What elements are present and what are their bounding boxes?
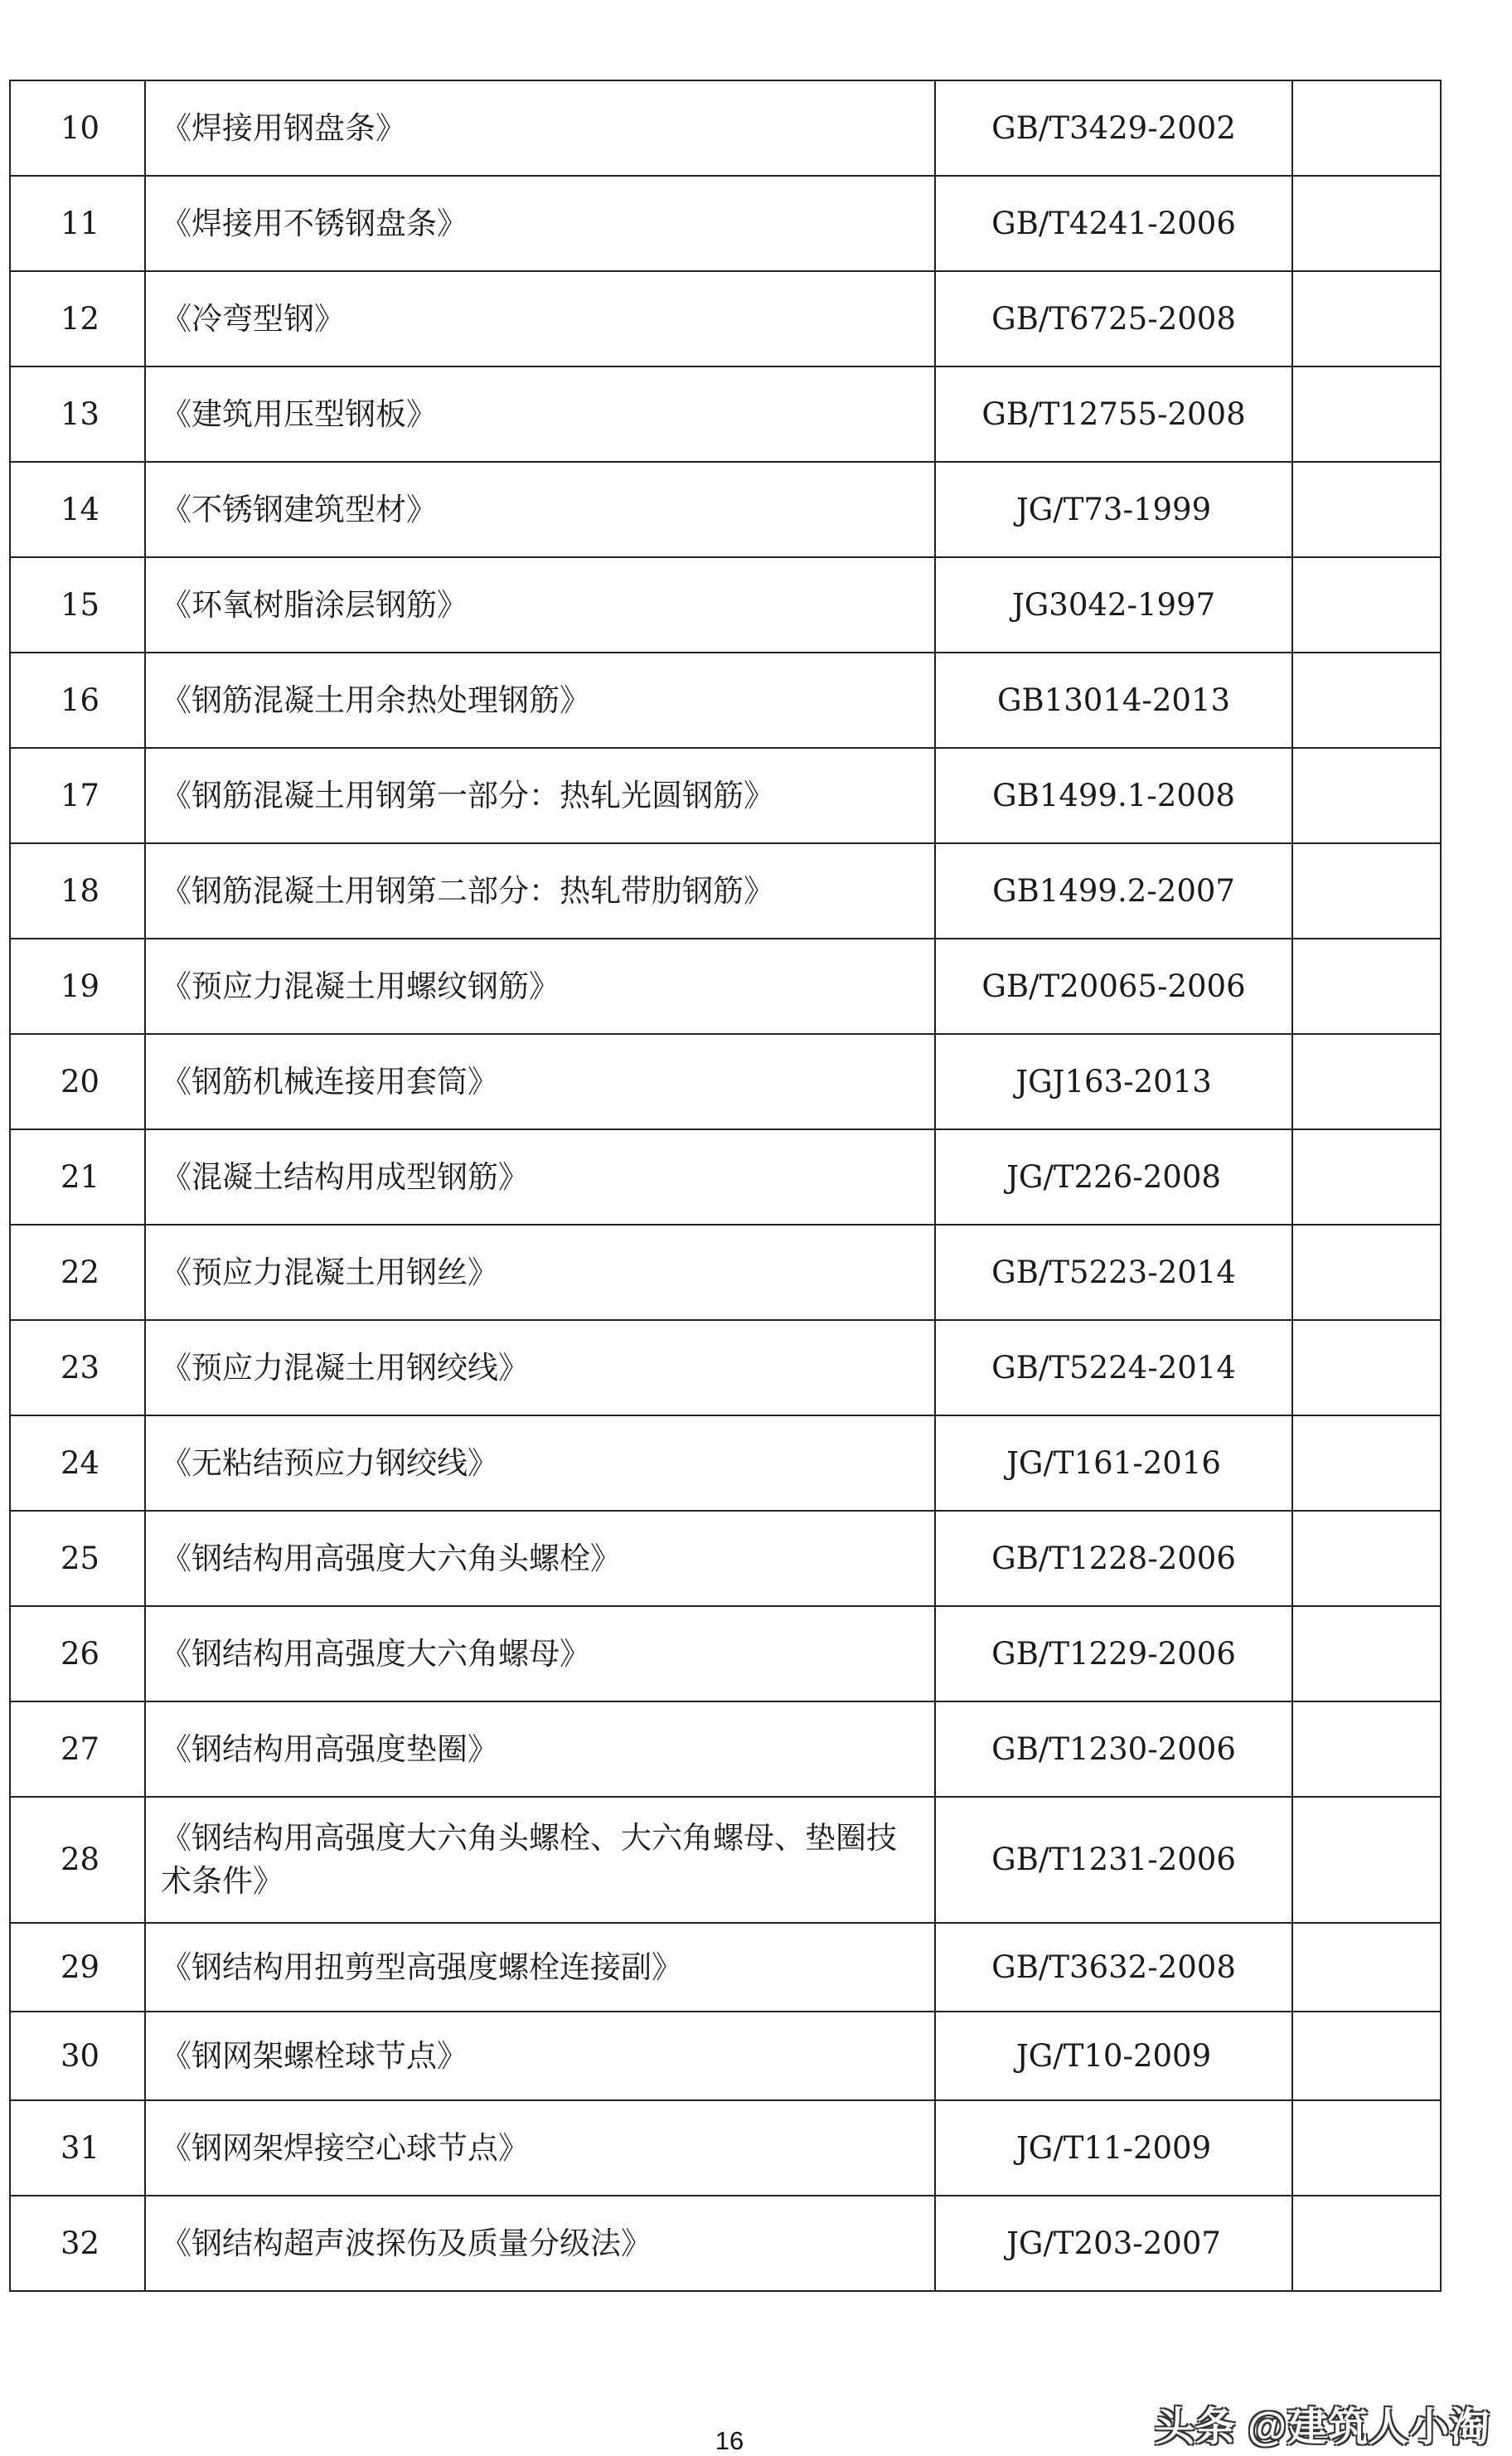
table-row bbox=[10, 843, 1441, 939]
standard-name-cell: 《钢筋混凝土用钢第一部分：热轧光圆钢筋》 bbox=[145, 748, 935, 843]
standard-name-cell: 《预应力混凝土用钢绞线》 bbox=[145, 1320, 935, 1415]
row-number-cell: 22 bbox=[10, 1225, 145, 1320]
row-number-cell: 27 bbox=[10, 1701, 145, 1797]
remark-cell bbox=[1292, 843, 1441, 939]
standard-name-cell: 《环氧树脂涂层钢筋》 bbox=[145, 557, 935, 653]
standard-code-cell: JG/T226-2008 bbox=[935, 1129, 1292, 1225]
remark-cell bbox=[1292, 1606, 1441, 1701]
standard-code-cell: GB1499.1-2008 bbox=[935, 748, 1292, 843]
standard-code-cell: GB/T1231-2006 bbox=[935, 1797, 1292, 1923]
watermark: 头条 @建筑人小淘 bbox=[1154, 2405, 1490, 2449]
standard-code-cell: GB/T3429-2002 bbox=[935, 80, 1292, 176]
remark-cell bbox=[1292, 271, 1441, 366]
standard-code-cell: JG/T203-2007 bbox=[935, 2196, 1292, 2291]
standard-name-cell: 《钢筋混凝土用钢第二部分：热轧带肋钢筋》 bbox=[145, 843, 935, 939]
standard-code-cell: GB1499.2-2007 bbox=[935, 843, 1292, 939]
row-number-cell: 23 bbox=[10, 1320, 145, 1415]
remark-cell bbox=[1292, 1511, 1441, 1606]
standard-name-cell: 《钢结构用高强度大六角头螺栓》 bbox=[145, 1511, 935, 1606]
table-row bbox=[10, 1511, 1441, 1606]
table-row bbox=[10, 271, 1441, 366]
row-number-cell: 19 bbox=[10, 939, 145, 1034]
row-number-cell: 16 bbox=[10, 653, 145, 748]
row-number-cell: 18 bbox=[10, 843, 145, 939]
standard-code-cell: GB/T1229-2006 bbox=[935, 1606, 1292, 1701]
standard-name-cell: 《混凝土结构用成型钢筋》 bbox=[145, 1129, 935, 1225]
remark-cell bbox=[1292, 176, 1441, 271]
table-row bbox=[10, 1797, 1441, 1923]
row-number-cell: 25 bbox=[10, 1511, 145, 1606]
standard-code-cell: GB/T3632-2008 bbox=[935, 1923, 1292, 2012]
standard-name-cell: 《钢筋混凝土用余热处理钢筋》 bbox=[145, 653, 935, 748]
row-number-cell: 17 bbox=[10, 748, 145, 843]
standard-name-cell: 《钢网架螺栓球节点》 bbox=[145, 2012, 935, 2100]
page-number: 16 bbox=[715, 2426, 744, 2455]
table-row bbox=[10, 939, 1441, 1034]
standards-table bbox=[9, 80, 1442, 2292]
remark-cell bbox=[1292, 1797, 1441, 1923]
standard-name-cell: 《建筑用压型钢板》 bbox=[145, 366, 935, 462]
standard-name-cell: 《焊接用不锈钢盘条》 bbox=[145, 176, 935, 271]
remark-cell bbox=[1292, 653, 1441, 748]
standard-code-cell: JG/T73-1999 bbox=[935, 462, 1292, 557]
row-number-cell: 12 bbox=[10, 271, 145, 366]
standard-code-cell: GB/T4241-2006 bbox=[935, 176, 1292, 271]
remark-cell bbox=[1292, 1701, 1441, 1797]
standard-name-cell: 《冷弯型钢》 bbox=[145, 271, 935, 366]
remark-cell bbox=[1292, 2100, 1441, 2196]
standard-name-cell: 《钢筋机械连接用套筒》 bbox=[145, 1034, 935, 1129]
standard-code-cell: JG3042-1997 bbox=[935, 557, 1292, 653]
remark-cell bbox=[1292, 1415, 1441, 1511]
remark-cell bbox=[1292, 1225, 1441, 1320]
remark-cell bbox=[1292, 366, 1441, 462]
standard-name-cell: 《钢结构超声波探伤及质量分级法》 bbox=[145, 2196, 935, 2291]
standard-code-cell: JG/T161-2016 bbox=[935, 1415, 1292, 1511]
table-row bbox=[10, 2196, 1441, 2291]
standard-code-cell: GB/T5224-2014 bbox=[935, 1320, 1292, 1415]
standard-code-cell: GB/T5223-2014 bbox=[935, 1225, 1292, 1320]
table-row bbox=[10, 1606, 1441, 1701]
row-number-cell: 30 bbox=[10, 2012, 145, 2100]
standard-name-cell: 《钢结构用高强度垫圈》 bbox=[145, 1701, 935, 1797]
row-number-cell: 31 bbox=[10, 2100, 145, 2196]
standard-code-cell: JG/T11-2009 bbox=[935, 2100, 1292, 2196]
standard-code-cell: GB/T20065-2006 bbox=[935, 939, 1292, 1034]
table-row bbox=[10, 462, 1441, 557]
standard-code-cell: GB/T6725-2008 bbox=[935, 271, 1292, 366]
remark-cell bbox=[1292, 2196, 1441, 2291]
table-row bbox=[10, 1034, 1441, 1129]
remark-cell bbox=[1292, 462, 1441, 557]
standard-name-cell: 《预应力混凝土用螺纹钢筋》 bbox=[145, 939, 935, 1034]
table-row bbox=[10, 653, 1441, 748]
row-number-cell: 14 bbox=[10, 462, 145, 557]
table-row bbox=[10, 1923, 1441, 2012]
row-number-cell: 10 bbox=[10, 80, 145, 176]
remark-cell bbox=[1292, 748, 1441, 843]
standard-code-cell: GB/T12755-2008 bbox=[935, 366, 1292, 462]
table-row bbox=[10, 176, 1441, 271]
table-row bbox=[10, 1320, 1441, 1415]
standard-name-cell: 《焊接用钢盘条》 bbox=[145, 80, 935, 176]
standard-code-cell: GB/T1230-2006 bbox=[935, 1701, 1292, 1797]
standard-name-cell: 《钢结构用扭剪型高强度螺栓连接副》 bbox=[145, 1923, 935, 2012]
table-row bbox=[10, 1415, 1441, 1511]
standard-code-cell: JG/T10-2009 bbox=[935, 2012, 1292, 2100]
row-number-cell: 24 bbox=[10, 1415, 145, 1511]
row-number-cell: 21 bbox=[10, 1129, 145, 1225]
remark-cell bbox=[1292, 939, 1441, 1034]
table-row bbox=[10, 1225, 1441, 1320]
remark-cell bbox=[1292, 1034, 1441, 1129]
row-number-cell: 15 bbox=[10, 557, 145, 653]
standard-name-cell: 《钢网架焊接空心球节点》 bbox=[145, 2100, 935, 2196]
table-row bbox=[10, 2012, 1441, 2100]
row-number-cell: 29 bbox=[10, 1923, 145, 2012]
table-row bbox=[10, 1701, 1441, 1797]
standard-name-cell: 《不锈钢建筑型材》 bbox=[145, 462, 935, 557]
remark-cell bbox=[1292, 557, 1441, 653]
standard-code-cell: GB13014-2013 bbox=[935, 653, 1292, 748]
standard-name-cell: 《钢结构用高强度大六角螺母》 bbox=[145, 1606, 935, 1701]
row-number-cell: 13 bbox=[10, 366, 145, 462]
standard-name-cell: 《无粘结预应力钢绞线》 bbox=[145, 1415, 935, 1511]
table-row bbox=[10, 2100, 1441, 2196]
remark-cell bbox=[1292, 1320, 1441, 1415]
row-number-cell: 26 bbox=[10, 1606, 145, 1701]
standards-table-body bbox=[10, 80, 1441, 2291]
table-row bbox=[10, 1129, 1441, 1225]
remark-cell bbox=[1292, 1923, 1441, 2012]
remark-cell bbox=[1292, 1129, 1441, 1225]
remark-cell bbox=[1292, 80, 1441, 176]
table-row bbox=[10, 557, 1441, 653]
standard-code-cell: GB/T1228-2006 bbox=[935, 1511, 1292, 1606]
row-number-cell: 28 bbox=[10, 1797, 145, 1923]
standard-code-cell: JGJ163-2013 bbox=[935, 1034, 1292, 1129]
standard-name-cell: 《钢结构用高强度大六角头螺栓、大六角螺母、垫圈技术条件》 bbox=[145, 1797, 935, 1923]
table-row bbox=[10, 366, 1441, 462]
table-row bbox=[10, 748, 1441, 843]
remark-cell bbox=[1292, 2012, 1441, 2100]
table-row bbox=[10, 80, 1441, 176]
row-number-cell: 11 bbox=[10, 176, 145, 271]
standard-name-cell: 《预应力混凝土用钢丝》 bbox=[145, 1225, 935, 1320]
row-number-cell: 20 bbox=[10, 1034, 145, 1129]
row-number-cell: 32 bbox=[10, 2196, 145, 2291]
